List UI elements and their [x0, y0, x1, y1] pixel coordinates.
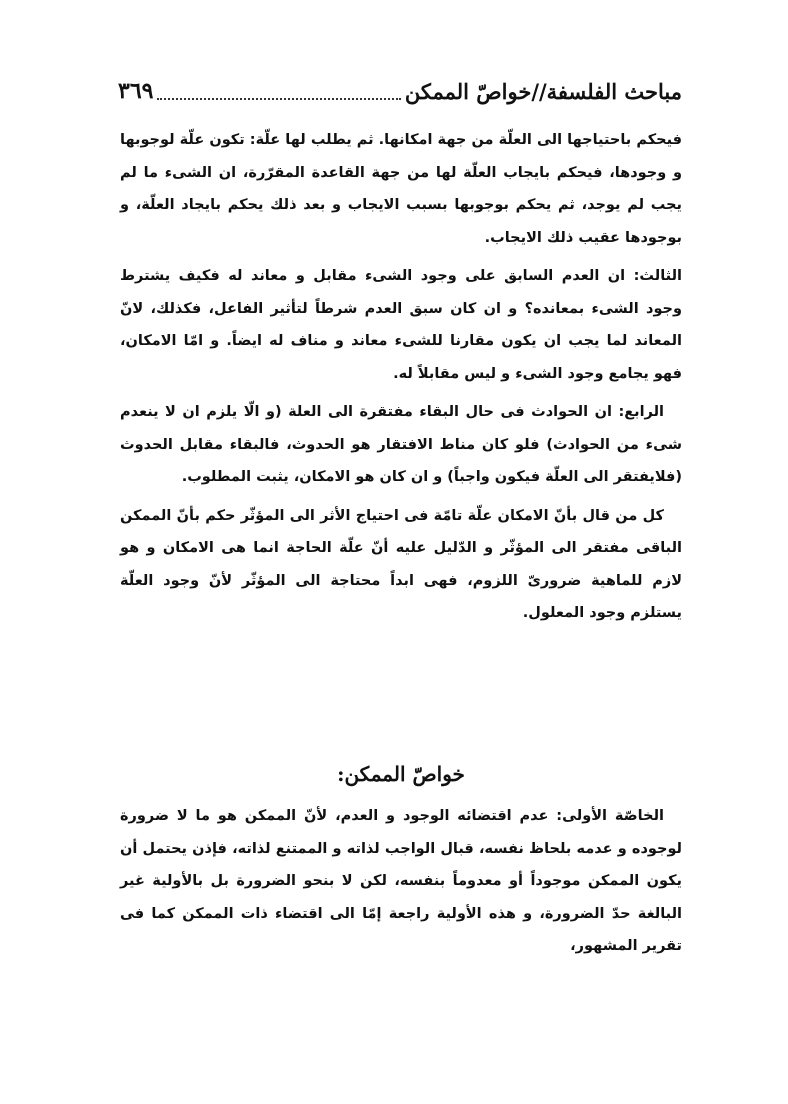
- paragraph-3: الرابع: ان الحوادث فى حال البقاء مفتقرة الى العلة (و الّا يلزم ان لا ينعدم شىء من الحوادث) فلو كان مناط الافتقار هو الحدوث، فالبقاء مقابل الحدوث (فلايفتقر الى العلّة فيكون واجباً) و ان كان هو الامكان، يثبت المطلوب.: [120, 404, 682, 485]
- section-paragraph: الخاصّة الأولى: عدم اقتضائه الوجود و العدم، لأنّ الممكن هو ما لا ضرورة لوجوده و عدمه بلحاظ نفسه، قبال الواجب لذاته و الممتنع لذاته، فإذن يحتمل أن يكون الممكن موجوداً أو معدوماً بنفسه، لكن لا بنحو الضرورة بل بالأولية غير البالغة حدّ الضرورة، و هذه الأولية راجعة إمّا الى اقتضاء ذات الممكن كما فى تقرير المشهور،: [120, 808, 682, 954]
- header-title: مباحث الفلسفة//خواصّ الممكن: [404, 78, 682, 104]
- paragraph-1: فيحكم باحتياجها الى العلّة من جهة امكانها. ثم يطلب لها علّة: تكون علّة لوجوبها و وجودها، فيحكم بايجاب العلّة لها من جهة القاعدة المقرّرة، ان الشىء ما لم يجب لم يوجد، ثم يحكم بوجوبها بسبب الايجاب و بعد ذلك يحكم بايجاد العلّة، و بوجودها عقيب ذلك الايجاب.: [120, 132, 682, 246]
- paragraph-4: كل من قال بأنّ الامكان علّة تامّة فى احتياج الأثر الى المؤثّر حكم بأنّ الممكن الباقى مفتقر الى المؤثّر و الدّليل عليه أنّ علّة الحاجة انما هى الامكان و هو لازم للماهية ضرورىّ اللزوم، فهى ابداً محتاجة الى المؤثّر لأنّ وجود العلّة يستلزم وجود المعلول.: [120, 507, 682, 621]
- main-text: [120, 124, 682, 636]
- section-heading: خواصّ الممكن:: [337, 762, 465, 786]
- page-number: ٣٦٩: [118, 78, 154, 104]
- paragraph-2: الثالث: ان العدم السابق على وجود الشىء مقابل و معاند له فكيف يشترط وجود الشىء بمعانده؟ و ان كان سبق العدم شرطاً لتأثير الفاعل، فكذلك، لانّ المعاند لما يجب ان يكون مقارنا للشىء معاند و مناف له ايضاً. و امّا الامكان، فهو يجامع وجود الشىء و ليس مقابلاً له.: [120, 268, 682, 382]
- running-header: [118, 74, 682, 108]
- header-dot-leader: [157, 98, 400, 100]
- section-text: [120, 800, 682, 963]
